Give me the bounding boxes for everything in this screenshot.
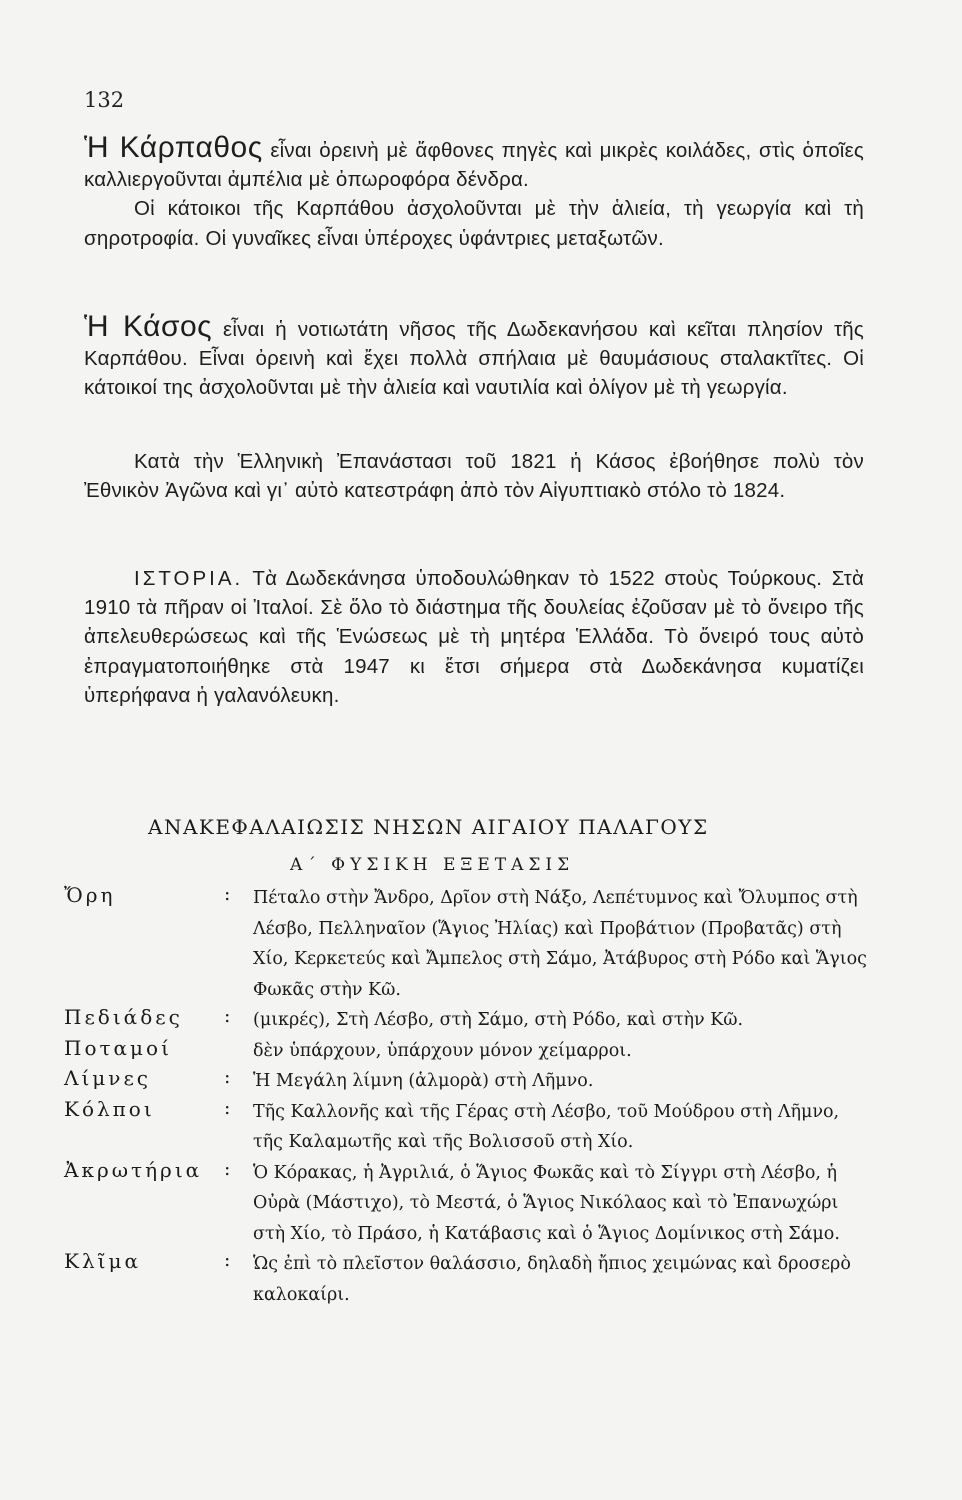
term-label: Ποταμοί <box>64 1035 172 1060</box>
summary-row-limnes <box>64 1066 884 1097</box>
summary-row-klima <box>64 1249 884 1310</box>
summary-row-ori <box>64 883 884 1005</box>
term-colon: : <box>224 883 231 905</box>
paragraph-karpathos <box>84 133 864 253</box>
summary-row-akrotiria <box>64 1158 884 1250</box>
heading-karpathos: Ἡ Κάρπαθος <box>84 131 263 164</box>
term-definition: (μικρές), Στὴ Λέσβο, στὴ Σάμο, στὴ Ρόδο, καὶ στὴν Κῶ. <box>253 1010 744 1030</box>
revolution-text: Κατὰ τὴν Ἑλληνικὴ Ἐπανάστασι τοῦ 1821 ἡ Κάσος ἐβοήθησε πολὺ τὸν Ἐθνικὸν Ἀγῶνα καὶ γι᾽ αὐτὸ κατεστράφη ἀπὸ τὸν Αἰγυπτιακὸ στόλο τὸ 1824. <box>84 450 864 503</box>
page-number: 132 <box>84 88 125 112</box>
karpathos-text: εἶναι ὀρεινὴ μὲ ἄφθονες πηγὲς καὶ μικρὲς κοιλάδες, στὶς ὁποῖες καλλιεργοῦνται ἀμπέλια μὲ ὀπωροφόρα δένδρα. <box>84 139 864 192</box>
term-label: Πεδιάδες <box>64 1005 183 1029</box>
term-label: Ἀκρωτήρια <box>64 1157 203 1182</box>
summary-title: ΑΝΑΚΕΦΑΛΑΙΩΣΙΣ ΝΗΣΩΝ ΑΙΓΑΙΟΥ ΠΑΛΑΓΟΥΣ <box>148 815 709 839</box>
term-label: Κόλποι <box>64 1096 155 1121</box>
summary-list <box>64 883 884 1310</box>
kasos-text: εἶναι ἡ νοτιωτάτη νῆσος τῆς Δωδεκανήσου καὶ κεῖται πλησίον τῆς Καρπάθου. Εἶναι ὀρεινὴ καὶ ἔχει πολλὰ σπήλαια μὲ θαυμάσιους σταλακτῖτες. Οἱ κάτοικοί της ἀσχολοῦνται μὲ τὴν ἁλιεία καὶ ναυτιλία καὶ ὀλίγον μὲ τὴ γεωργία. <box>84 318 864 400</box>
paragraph-history <box>84 564 864 710</box>
summary-row-kolpoi <box>64 1097 884 1158</box>
history-text: Τὰ Δωδεκάνησα ὑποδουλώθηκαν τὸ 1522 στοὺς Τούρκους. Στὰ 1910 τὰ πῆραν οἱ Ἰταλοί. Σὲ ὅλο τὸ διάστημα τῆς δουλείας ἐζοῦσαν μὲ τὸ ὄνειρο τῆς ἀπελευθερώσεως καὶ τῆς Ἑνώσεως μὲ τὴ μητέρα Ἑλλάδα. Τὸ ὄνειρό τους αὐτὸ ἐπραγματοποιήθηκε στὰ 1947 κι ἔτσι σήμερα στὰ Δωδεκάνησα κυματίζει ὑπερήφανα ἡ γαλανόλευκη. <box>84 567 864 707</box>
term-definition: δὲν ὑπάρχουν, ὑπάρχουν μόνον χείμαρροι. <box>253 1040 632 1061</box>
paragraph-kasos <box>84 312 864 403</box>
summary-subtitle: Α΄ ΦΥΣΙΚΗ ΕΞΕΤΑΣΙΣ <box>290 855 575 875</box>
term-label: Ὄρη <box>64 883 116 907</box>
term-definition: Πέταλο στὴν Ἄνδρο, Δρῖον στὴ Νάξο, Λεπέτυμνος καὶ Ὄλυμπος στὴ Λέσβο, Πελληναῖον (Ἅγιος Ἠλίας) καὶ Προβάτιον (Προβατᾶς) στὴ Χίο, Κερκετεύς καὶ Ἄμπελος στὴ Σάμο, Ἀτάβυρος στὴ Ρόδο καὶ Ἅγιος Φωκᾶς στὴν Κῶ. <box>253 888 867 1000</box>
term-label: Λίμνες <box>64 1066 152 1090</box>
summary-row-pediades <box>64 1005 884 1036</box>
term-colon: : <box>224 1096 231 1119</box>
term-colon: : <box>224 1066 231 1088</box>
term-colon: : <box>224 1249 231 1271</box>
term-definition: Ὡς ἐπὶ τὸ πλεῖστον θαλάσσιο, δηλαδὴ ἤπιος χειμώνας καὶ δροσερὸ καλοκαίρι. <box>253 1254 851 1305</box>
paragraph-revolution <box>84 447 864 505</box>
term-colon: : <box>224 1005 231 1027</box>
term-definition: Ὁ Κόρακας, ἡ Ἀγριλιά, ὁ Ἅγιος Φωκᾶς καὶ τὸ Σίγγρι στὴ Λέσβο, ἡ Οὐρὰ (Μάστιχο), τὸ Μεστά, ὁ Ἅγιος Νικόλαος καὶ τὸ Ἐπανωχώρι στὴ Χίο, τὸ Πράσο, ἡ Κατάβασις καὶ ὁ Ἅγιος Δομίνικος στὴ Σάμο. <box>253 1162 840 1244</box>
karpathos-text-2: Οἱ κάτοικοι τῆς Καρπάθου ἀσχολοῦνται μὲ τὴν ἁλιεία, τὴ γεωργία καὶ τὴ σηροτροφία. Οἱ γυναῖκες εἶναι ὑπέροχες ὑφάντριες μεταξωτῶν. <box>84 197 864 250</box>
term-label: Κλῖμα <box>64 1249 141 1273</box>
term-colon: : <box>224 1157 231 1180</box>
history-label: ΙΣΤΟΡΙΑ. <box>134 567 244 590</box>
heading-kasos: Ἡ Κάσος <box>84 310 213 343</box>
summary-row-potamoi <box>64 1036 884 1067</box>
term-definition: Ἡ Μεγάλη λίμνη (ἁλμορὰ) στὴ Λῆμνο. <box>253 1071 594 1091</box>
term-definition: Τῆς Καλλονῆς καὶ τῆς Γέρας στὴ Λέσβο, τοῦ Μούδρου στὴ Λῆμνο, τῆς Καλαμωτῆς καὶ τῆς Βολισσοῦ στὴ Χίο. <box>253 1101 840 1152</box>
